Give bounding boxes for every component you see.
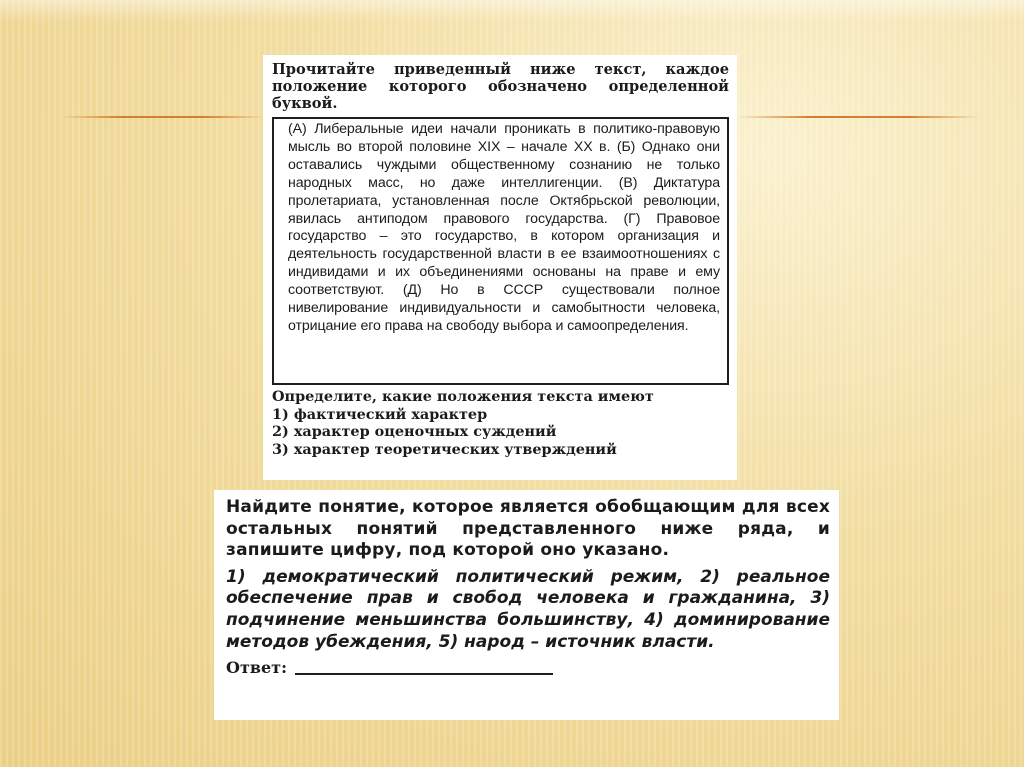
header-band [0, 0, 1024, 22]
task2-options: 1) демократический политический режим, 2) реальное обеспечение прав и свобод человека и гражданина, 3) подчинение меньшинства большинству, 4) доминирование методов убеждения, 5) народ – источник власти. [226, 566, 830, 652]
answer-label: Ответ: [226, 658, 287, 678]
task1-option-2: 2) характер оценочных суждений [272, 423, 557, 441]
task1-passage-box: (А) Либеральные идеи начали проникать в политико-правовую мысль во второй половине XIX – начале XX в. (Б) Однако они оставались чуждыми общественному сознанию не только народных масс, но даже интеллигенции. (В) Диктатура пролетариата, установленная после Октябрьской революции, явилась антиподом правового государства. (Г) Правовое государство – это государство, в котором организация и деятельность государственной власти в ее взаимоотношениях с индивидами и их объединениями основаны на праве и ему соответствуют. (Д) Но в СССР существовали полное нивелирование индивидуальности и самобытности человека, отрицание его права на свободу выбора и самоопределения. [272, 117, 729, 385]
task1-instruction: Прочитайте приведенный ниже текст, каждое положение которого обозначено определенной буквой. [272, 61, 729, 112]
task1-option-1: 1) фактический характер [272, 405, 488, 423]
task-card-generalizing-concept [214, 490, 839, 720]
task1-question: Определите, какие положения текста имеют [272, 388, 654, 405]
accent-line-right [736, 116, 981, 118]
task-card-text-analysis [263, 55, 737, 480]
task1-option-3: 3) характер теоретических утверждений [272, 440, 617, 458]
answer-blank-line [295, 673, 553, 675]
accent-line-left [60, 116, 265, 118]
task2-instruction: Найдите понятие, которое является обобщающим для всех остальных понятий представленного ниже ряда, и запишите цифру, под которой оно указано. [226, 497, 830, 561]
answer-row [226, 658, 830, 678]
